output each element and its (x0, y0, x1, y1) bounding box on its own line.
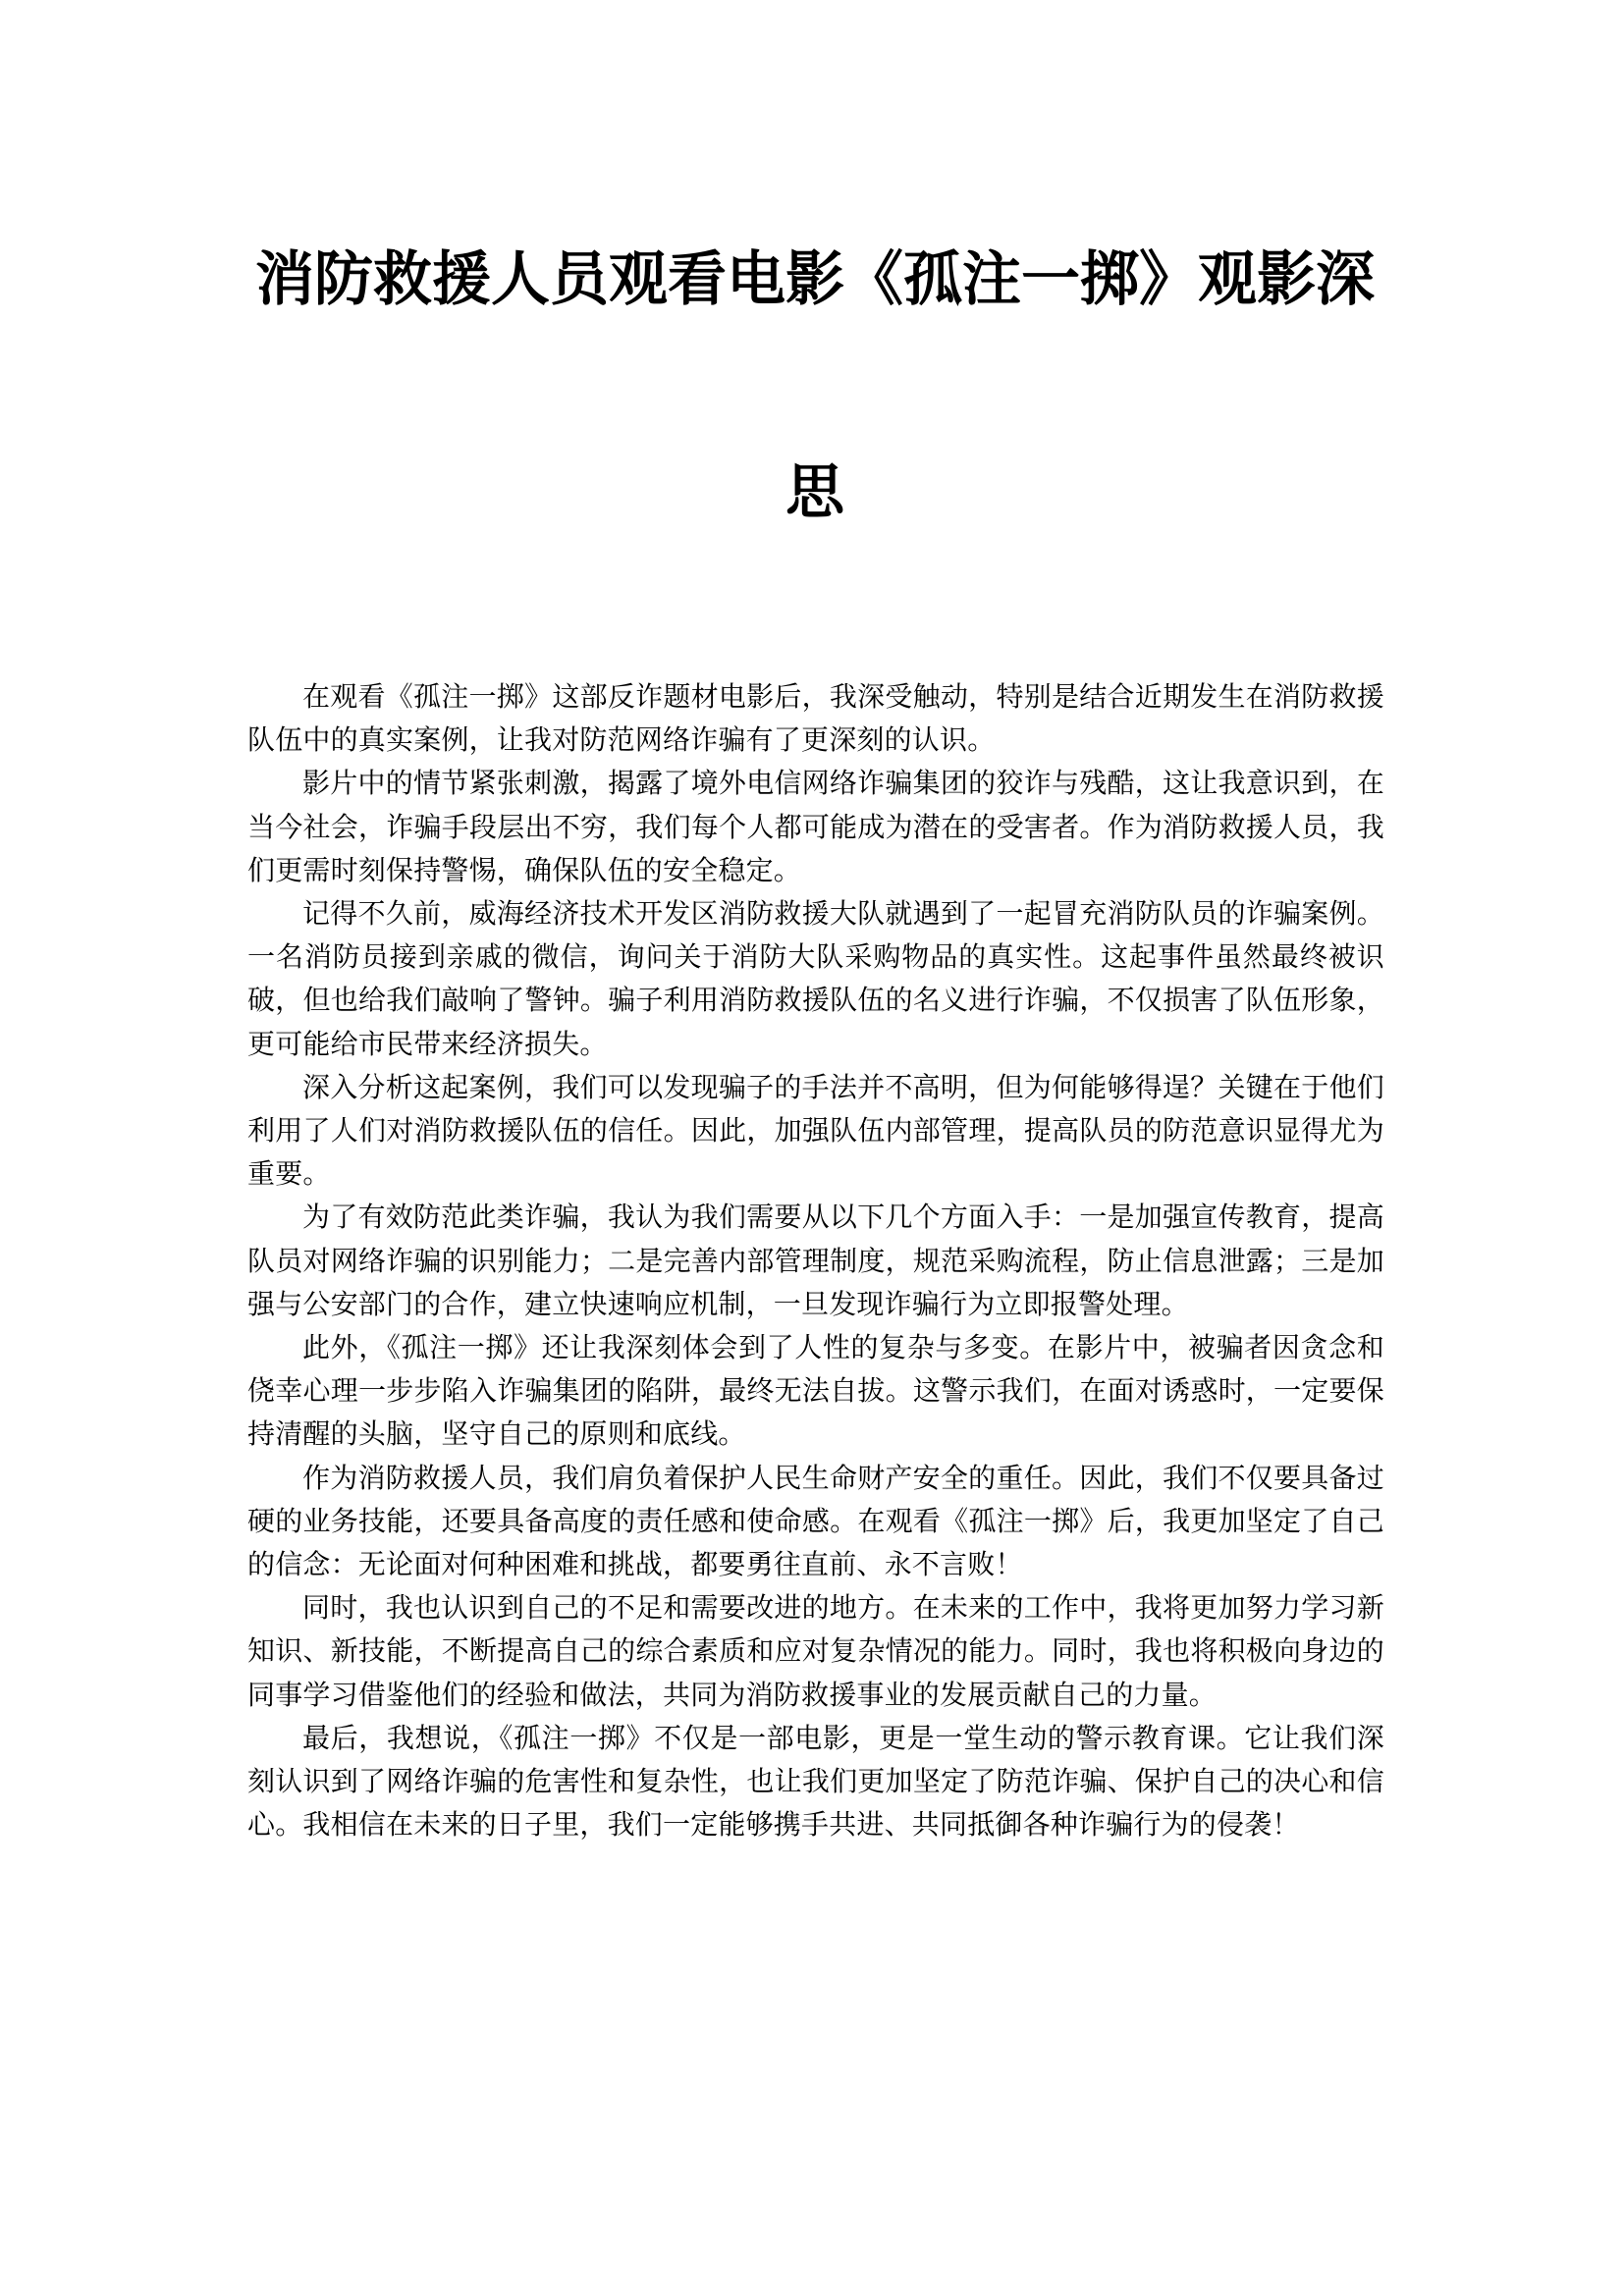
paragraph: 深入分析这起案例，我们可以发现骗子的手法并不高明，但为何能够得逞？关键在于他们利用了人们对消防救援队伍的信任。因此，加强队伍内部管理，提高队员的防范意识显得尤为重要。 (247, 1070, 1384, 1191)
paragraph: 最后，我想说，《孤注一掷》不仅是一部电影，更是一堂生动的警示教育课。它让我们深刻认识到了网络诈骗的危害性和复杂性，也让我们更加坚定了防范诈骗、保护自己的决心和信心。我相信在未来的日子里，我们一定能够携手共进、共同抵御各种诈骗行为的侵袭！ (247, 1721, 1384, 1842)
paragraph: 此外，《孤注一掷》还让我深刻体会到了人性的复杂与多变。在影片中，被骗者因贪念和侥幸心理一步步陷入诈骗集团的陷阱，最终无法自拔。这警示我们，在面对诱惑时，一定要保持清醒的头脑，坚守自己的原则和底线。 (247, 1331, 1384, 1451)
document-title-continuation: 思 (785, 458, 844, 527)
paragraph: 同时，我也认识到自己的不足和需要改进的地方。在未来的工作中，我将更加努力学习新知识、新技能，不断提高自己的综合素质和应对复杂情况的能力。同时，我也将积极向身边的同事学习借鉴他们的经验和做法，共同为消防救援事业的发展贡献自己的力量。 (247, 1591, 1384, 1711)
paragraph: 影片中的情节紧张刺激，揭露了境外电信网络诈骗集团的狡诈与残酷，这让我意识到，在当今社会，诈骗手段层出不穷，我们每个人都可能成为潜在的受害者。作为消防救援人员，我们更需时刻保持警惕，确保队伍的安全稳定。 (247, 767, 1384, 886)
paragraph: 为了有效防范此类诈骗，我认为我们需要从以下几个方面入手：一是加强宣传教育，提高队员对网络诈骗的识别能力；二是完善内部管理制度，规范采购流程，防止信息泄露；三是加强与公安部门的合作，建立快速响应机制，一旦发现诈骗行为立即报警处理。 (247, 1201, 1384, 1320)
document-body (247, 675, 1384, 1846)
paragraph: 记得不久前，威海经济技术开发区消防救援大队就遇到了一起冒充消防队员的诈骗案例。一名消防员接到亲戚的微信，询问关于消防大队采购物品的真实性。这起事件虽然最终被识破，但也给我们敲响了警钟。骗子利用消防救援队伍的名义进行诈骗，不仅损害了队伍形象，更可能给市民带来经济损失。 (247, 897, 1384, 1060)
paragraph: 在观看《孤注一掷》这部反诈题材电影后，我深受触动，特别是结合近期发生在消防救援队伍中的真实案例，让我对防范网络诈骗有了更深刻的认识。 (247, 680, 1384, 757)
paragraph: 作为消防救援人员，我们肩负着保护人民生命财产安全的重任。因此，我们不仅要具备过硬的业务技能，还要具备高度的责任感和使命感。在观看《孤注一掷》后，我更加坚定了自己的信念：无论面对何种困难和挑战，都要勇往直前、永不言败！ (247, 1461, 1384, 1581)
document-title: 消防救援人员观看电影《孤注一掷》观影深 (255, 245, 1375, 314)
